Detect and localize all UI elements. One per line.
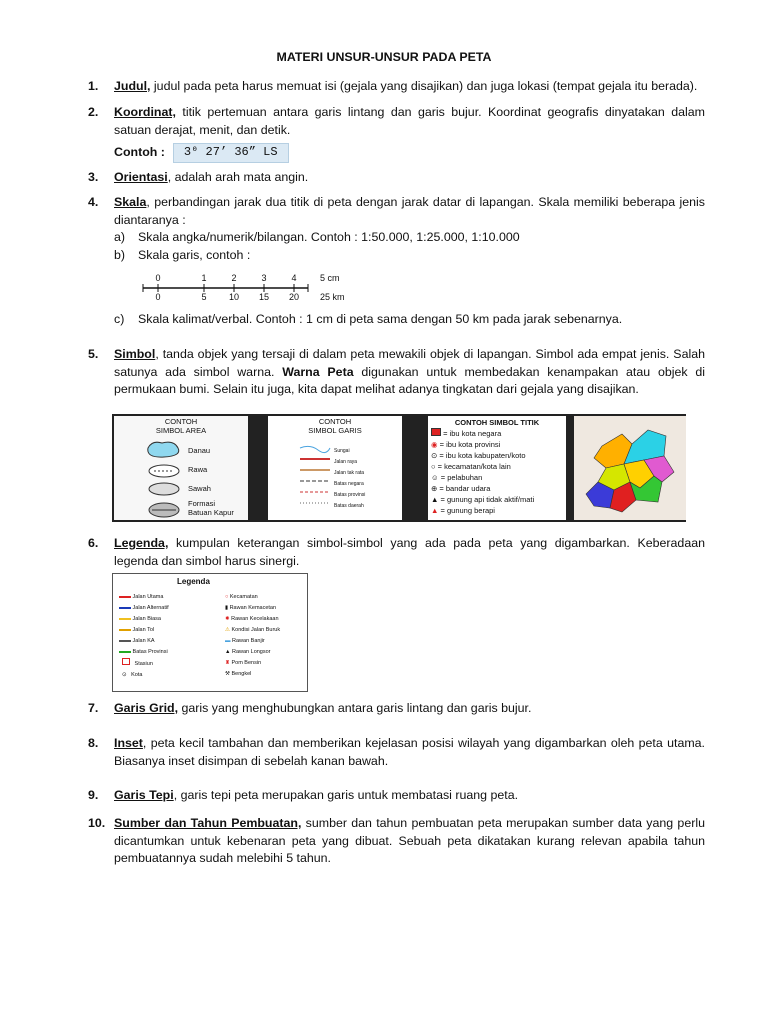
item-text: , peta kecil tambahan dan memberikan kejelasan posisi wilayah yang digambarkan oleh peta utama. Biasanya inset disimpan di sebelah kanan bawah.	[114, 736, 705, 768]
item-term: Garis Grid,	[114, 701, 179, 715]
scale-bottom-4: 20	[288, 292, 300, 302]
coordinate-example: 3⁰ 27’ 36” LS	[173, 143, 289, 163]
scale-bar-graphic	[138, 270, 368, 306]
scale-top-0: 0	[155, 273, 161, 283]
list-item	[88, 311, 705, 329]
area-label: Batuan Kapur	[188, 508, 234, 517]
legend-label: Batas Provinsi	[132, 649, 168, 655]
item-number: 5.	[88, 347, 99, 361]
legend-label: Rawan Kemacetan	[229, 605, 277, 611]
line-label: Batas negara	[334, 481, 364, 487]
list-item	[88, 194, 705, 264]
scale-top-4: 4	[291, 273, 297, 283]
area-label: Rawa	[188, 465, 208, 474]
item-term: Orientasi	[114, 170, 168, 184]
area-symbol-panel	[114, 416, 248, 520]
legend-title: Legenda	[177, 577, 210, 586]
item-text: garis yang menghubungkan antara garis lintang dan garis bujur.	[178, 701, 532, 715]
line-symbols-icon	[298, 444, 332, 514]
item-text: , perbandingan jarak dua titik di peta dengan jarak datar di lapangan. Skala memiliki beberapa jenis diantaranya :	[114, 195, 705, 227]
line-label: Sungai	[334, 448, 350, 454]
scale-bottom-5: 25 km	[320, 292, 345, 302]
legend-label: Stasiun	[134, 661, 153, 667]
sub-marker: c)	[114, 312, 125, 326]
item-term: Inset	[114, 736, 143, 750]
sub-text: Skala garis, contoh :	[138, 247, 251, 262]
item-term: Koordinat,	[114, 105, 176, 119]
item-number: 8.	[88, 736, 99, 750]
legend-label: Rawan Kecelakaan	[231, 616, 279, 622]
list-item	[88, 535, 705, 570]
item-number: 7.	[88, 701, 99, 715]
line-label: Batas daerah	[334, 503, 364, 509]
point-label: ibu kota negara	[449, 429, 502, 438]
color-map-panel	[574, 416, 686, 520]
colored-region-map-icon	[574, 416, 686, 520]
line-label: Jalan raya	[334, 459, 358, 465]
legend-label: Jalan KA	[132, 638, 155, 644]
legend-label: Kota	[131, 672, 143, 678]
scale-bottom-3: 15	[258, 292, 270, 302]
item-text: , tanda objek yang tersaji di dalam peta mewakili objek di lapangan. Simbol ada empat jenis. Salah satunya ada simbol warna.	[114, 347, 705, 379]
point-label: ibu kota kabupaten/koto	[445, 451, 526, 460]
legend-label: Bengkel	[231, 671, 252, 677]
scale-bottom-2: 10	[228, 292, 240, 302]
item-text-2: digunakan untuk membedakan kenampakan atau objek di permukaan bumi. Selain itu juga, kita dapat melihat adanya tingkatan dari gejala yang disajikan.	[114, 364, 705, 396]
page-title: MATERI UNSUR-UNSUR PADA PETA	[276, 50, 492, 64]
area-symbols-icon	[144, 440, 184, 520]
item-term-2: Warna Peta	[282, 364, 354, 379]
list-item	[88, 700, 705, 718]
area-title-2: SIMBOL AREA	[155, 426, 207, 435]
item-term: Simbol	[114, 347, 156, 361]
point-label: gunung berapi	[447, 506, 495, 515]
item-number: 4.	[88, 195, 99, 209]
item-text: judul pada peta harus memuat isi (gejala yang disajikan) dan juga lokasi (tempat gejala itu berada).	[150, 79, 698, 93]
legend-label: Rawan Banjir	[232, 638, 265, 644]
scale-top-3: 3	[261, 273, 267, 283]
sub-marker: a)	[114, 230, 126, 244]
point-label: kecamatan/kota lain	[444, 462, 511, 471]
scale-top-5: 5 cm	[320, 273, 340, 283]
sub-marker: b)	[114, 247, 126, 262]
legend-example-panel: Legenda Jalan Utama Jalan Alternatif Jalan Biasa Jalan Tol Jalan KA Batas Provinsi Stasiun ⊙ Kota ○ Kecamatan ▮ Rawan Kemacetan ✸ Rawan Kecelakaan ⚠ Kondisi Jalan Buruk ▬ Rawan Banjir ▲ Rawan Longsor ♜ Pom Bensin ⚒ Bengkel	[112, 573, 308, 692]
item-number: 1.	[88, 79, 99, 93]
line-label: Batas provinsi	[334, 492, 366, 498]
scale-top-1: 1	[201, 273, 207, 283]
point-symbol-panel: CONTOH SIMBOL TITIK = ibu kota negara ◉ = ibu kota provinsi ⊙ = ibu kota kabupaten/koto ○ = kecamatan/kota lain ☺ = pelabuhan ⊕ = bandar udara ▲ = gunung api tidak aktif/mati ▲ = gunung berapi	[428, 416, 566, 520]
legend-label: Kecamatan	[229, 594, 258, 600]
item-term: Sumber dan Tahun Pembuatan,	[114, 816, 302, 830]
legend-label: Jalan Alternatif	[132, 605, 169, 611]
item-text: kumpulan keterangan simbol-simbol yang ada pada peta yang digambarkan. Keberadaan legenda dan simbol harus sinergi.	[114, 536, 705, 568]
list-item	[88, 169, 705, 187]
scale-bottom-1: 5	[201, 292, 207, 302]
item-term: Judul,	[114, 79, 151, 93]
item-number: 10.	[88, 816, 106, 830]
legend-label: Rawan Longsor	[231, 649, 271, 655]
example-label: Contoh :	[114, 145, 165, 160]
area-title-1: CONTOH	[164, 417, 198, 426]
legend-label: Jalan Tol	[132, 627, 155, 633]
sub-text: Skala angka/numerik/bilangan. Contoh : 1:50.000, 1:25.000, 1:10.000	[138, 230, 520, 244]
line-title-1: CONTOH	[318, 417, 352, 426]
point-label: bandar udara	[445, 484, 491, 493]
list-item	[88, 346, 705, 399]
legend-label: Kondisi Jalan Buruk	[231, 627, 281, 633]
list-item	[88, 735, 705, 770]
scale-top-2: 2	[231, 273, 237, 283]
area-label: Danau	[188, 446, 211, 455]
item-text: , adalah arah mata angin.	[167, 170, 309, 184]
item-term: Legenda,	[114, 536, 169, 550]
point-label: gunung api tidak aktif/mati	[447, 495, 535, 504]
point-title: CONTOH SIMBOL TITIK	[454, 418, 540, 427]
item-text: titik pertemuan antara garis lintang dan garis bujur. Koordinat geografis dinyatakan dalam satuan derajat, menit, dan detik.	[114, 105, 705, 137]
list-item	[88, 78, 705, 96]
legend-label: Jalan Biasa	[132, 616, 161, 622]
item-number: 9.	[88, 788, 99, 802]
list-item	[88, 787, 705, 805]
sub-text: Skala kalimat/verbal. Contoh : 1 cm di peta sama dengan 50 km pada jarak sebenarnya.	[138, 312, 623, 326]
line-symbol-panel	[268, 416, 402, 520]
point-label: ibu kota provinsi	[446, 440, 501, 449]
line-label: Jalan tak rata	[334, 470, 365, 476]
item-text: sumber dan tahun pembuatan peta merupakan sumber data yang perlu dicantumkan untuk kebenaran peta yang dibuat. Sebuah peta dikatakan kurang relevan apabila tahun pembuatannya sudah melebihi 5 tahun.	[114, 816, 705, 865]
legend-label: Jalan Utama	[132, 594, 164, 600]
item-number: 2.	[88, 105, 99, 119]
item-text: , garis tepi peta merupakan garis untuk membatasi ruang peta.	[173, 788, 519, 802]
list-item	[88, 815, 705, 868]
area-label: Formasi	[188, 499, 216, 508]
line-title-2: SIMBOL GARIS	[308, 426, 362, 435]
area-label: Sawah	[188, 484, 211, 493]
list-item	[88, 104, 705, 163]
item-term: Skala	[114, 195, 147, 209]
scale-bottom-0: 0	[155, 292, 161, 302]
item-number: 6.	[88, 536, 99, 550]
item-number: 3.	[88, 170, 99, 184]
legend-label: Pom Bensin	[231, 660, 262, 666]
item-term: Garis Tepi	[114, 788, 174, 802]
point-label: pelabuhan	[447, 473, 483, 482]
